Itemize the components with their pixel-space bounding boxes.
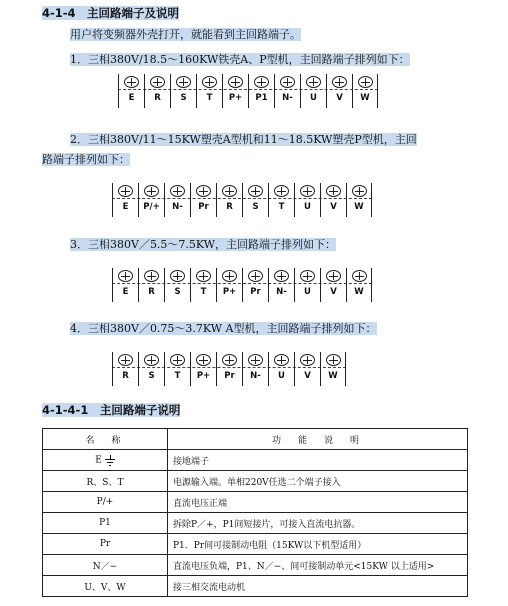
terminal-label: S	[252, 202, 259, 212]
terminal-label: U	[304, 202, 311, 212]
terminal-p	[222, 74, 248, 108]
terminal-t	[164, 352, 190, 386]
terminal-pr	[242, 268, 268, 302]
terminal-r	[138, 268, 164, 302]
terminal-label: S	[148, 371, 155, 381]
screw-icon	[144, 354, 159, 366]
row-desc-cell: 电源输入端。单相220V任选二个端子接入	[168, 471, 468, 492]
screw-icon	[176, 76, 191, 88]
terminal-label: T	[206, 93, 213, 103]
screw-icon	[118, 354, 133, 366]
terminal-label: N-	[250, 371, 261, 381]
terminal-label: E	[122, 287, 129, 297]
screw-icon	[118, 185, 133, 197]
terminal-t	[190, 268, 216, 302]
row-desc-cell: 拆除P／+，P1间短接片，可接入直流电抗器。	[168, 513, 468, 534]
terminal-e	[112, 268, 138, 302]
terminal-label: W	[328, 371, 338, 381]
terminal-strip-2	[112, 183, 372, 217]
terminal-label: V	[304, 371, 311, 381]
terminal-label: U	[278, 371, 285, 381]
screw-icon	[352, 270, 367, 282]
terminal-v	[326, 74, 352, 108]
item-2-text-line2: 路端子排列如下：	[42, 153, 130, 166]
terminal-label: V	[330, 287, 337, 297]
table-row	[43, 534, 468, 555]
screw-icon	[274, 185, 289, 197]
screw-icon	[300, 354, 315, 366]
screw-icon	[170, 354, 185, 366]
item-4-text: 4．三相380V／0.75～3.7KW A型机，主回路端子排列如下：	[70, 322, 377, 335]
terminal-s	[138, 352, 164, 386]
terminal-label: P1	[255, 93, 268, 103]
terminal-u	[268, 352, 294, 386]
screw-icon	[332, 76, 347, 88]
screw-icon	[202, 76, 217, 88]
screw-icon	[280, 76, 295, 88]
screw-icon	[124, 76, 139, 88]
terminal-u	[294, 268, 320, 302]
terminal-strip-1	[118, 74, 378, 108]
terminal-label: Pr	[250, 287, 261, 297]
table-header-row	[43, 429, 468, 450]
row-name-cell: N／−	[43, 555, 168, 576]
terminal-r	[216, 183, 242, 217]
ground-icon	[105, 455, 115, 465]
screw-icon	[248, 354, 263, 366]
terminal-label: P/+	[143, 202, 160, 212]
screw-icon	[326, 185, 341, 197]
terminal-p1	[248, 74, 274, 108]
terminal-label: N-	[282, 93, 293, 103]
terminal-v	[294, 352, 320, 386]
terminal-label: S	[174, 287, 181, 297]
terminal-w	[320, 352, 346, 386]
row-name-cell: U、V、W	[43, 576, 168, 597]
table-row	[43, 450, 468, 471]
terminal-label: T	[200, 287, 207, 297]
terminal-w	[352, 74, 378, 108]
item-1-text: 1．三相380V/18.5～160KW铁壳A、P型机，主回路端子排列如下：	[70, 53, 410, 66]
screw-icon	[352, 185, 367, 197]
terminal-n	[242, 352, 268, 386]
terminal-label: N-	[172, 202, 183, 212]
screw-icon	[170, 270, 185, 282]
row-name-cell: P/+	[43, 492, 168, 513]
item-2-text-line1: 2．三相380V/11～15KW塑壳A型机和11～18.5KW塑壳P型机，主回	[70, 133, 417, 146]
terminal-w	[346, 183, 372, 217]
terminal-label: E	[122, 202, 129, 212]
subsection-title: 4-1-4-1 主回路端子说明	[42, 403, 181, 417]
terminal-label: N-	[276, 287, 287, 297]
terminal-label: R	[226, 202, 233, 212]
terminal-label: V	[336, 93, 343, 103]
terminal-label: T	[174, 371, 181, 381]
header-function: 功 能 说 明	[168, 429, 468, 450]
terminal-u	[300, 74, 326, 108]
table-row	[43, 513, 468, 534]
terminal-label: T	[278, 202, 285, 212]
screw-icon	[144, 185, 159, 197]
terminal-strip-4	[112, 352, 346, 386]
screw-icon	[306, 76, 321, 88]
screw-icon	[222, 185, 237, 197]
screw-icon	[196, 270, 211, 282]
screw-icon	[274, 270, 289, 282]
row-name-cell: Pr	[43, 534, 168, 555]
terminal-s	[170, 74, 196, 108]
terminal-s	[242, 183, 268, 217]
terminal-label: R	[148, 287, 155, 297]
terminal-label: Pr	[224, 371, 235, 381]
terminal-w	[346, 268, 372, 302]
intro-text: 用户将变频器外壳打开，就能看到主回路端子。	[70, 28, 301, 41]
terminal-label: V	[330, 202, 337, 212]
terminal-label: R	[154, 93, 161, 103]
terminal-v	[320, 183, 346, 217]
terminal-p	[216, 268, 242, 302]
terminal-n	[274, 74, 300, 108]
terminal-description-table	[42, 428, 468, 597]
screw-icon	[300, 185, 315, 197]
terminal-pr	[190, 183, 216, 217]
terminal-label: U	[304, 287, 311, 297]
screw-icon	[144, 270, 159, 282]
terminal-pr	[216, 352, 242, 386]
screw-icon	[196, 354, 211, 366]
terminal-p	[190, 352, 216, 386]
terminal-t	[196, 74, 222, 108]
terminal-p	[138, 183, 164, 217]
screw-icon	[222, 354, 237, 366]
row-desc-cell: 直流电压正端	[168, 492, 468, 513]
row-name-cell: E	[43, 450, 168, 471]
screw-icon	[300, 270, 315, 282]
terminal-label: W	[354, 202, 364, 212]
terminal-u	[294, 183, 320, 217]
screw-icon	[326, 270, 341, 282]
row-desc-cell: 接地端子	[168, 450, 468, 471]
terminal-v	[320, 268, 346, 302]
terminal-r	[144, 74, 170, 108]
section-title: 4-1-4 主回路端子及说明	[42, 6, 180, 20]
screw-icon	[326, 354, 341, 366]
row-desc-cell: 直流电压负端，P1、N／−、间可接制动单元<15KW 以上适用>	[168, 555, 468, 576]
table-row	[43, 555, 468, 576]
row-desc-cell: P1．Pr间可接制动电阻（15KW以下机型适用）	[168, 534, 468, 555]
item-3-text: 3．三相380V／5.5～7.5KW，主回路端子排列如下：	[70, 238, 337, 251]
terminal-r	[112, 352, 138, 386]
terminal-n	[164, 183, 190, 217]
row-name-cell: P1	[43, 513, 168, 534]
screw-icon	[248, 270, 263, 282]
screw-icon	[170, 185, 185, 197]
table-row	[43, 492, 468, 513]
terminal-label: U	[310, 93, 317, 103]
screw-icon	[196, 185, 211, 197]
terminal-label: P+	[228, 93, 243, 103]
terminal-label: W	[354, 287, 364, 297]
row-desc-cell: 接三相交流电动机	[168, 576, 468, 597]
terminal-e	[118, 74, 144, 108]
terminal-strip-3	[112, 268, 372, 302]
row-name-cell: R、S、T	[43, 471, 168, 492]
screw-icon	[358, 76, 373, 88]
terminal-label: P+	[196, 371, 211, 381]
screw-icon	[248, 185, 263, 197]
table-row	[43, 471, 468, 492]
terminal-e	[112, 183, 138, 217]
screw-icon	[118, 270, 133, 282]
terminal-label: P+	[222, 287, 237, 297]
terminal-label: R	[122, 371, 129, 381]
table-row	[43, 576, 468, 597]
terminal-n	[268, 268, 294, 302]
terminal-s	[164, 268, 190, 302]
header-name: 名 称	[43, 429, 168, 450]
terminal-t	[268, 183, 294, 217]
terminal-label: Pr	[198, 202, 209, 212]
terminal-label: S	[180, 93, 187, 103]
screw-icon	[150, 76, 165, 88]
terminal-label: E	[128, 93, 135, 103]
screw-icon	[254, 76, 269, 88]
terminal-label: W	[360, 93, 370, 103]
screw-icon	[274, 354, 289, 366]
screw-icon	[228, 76, 243, 88]
screw-icon	[222, 270, 237, 282]
